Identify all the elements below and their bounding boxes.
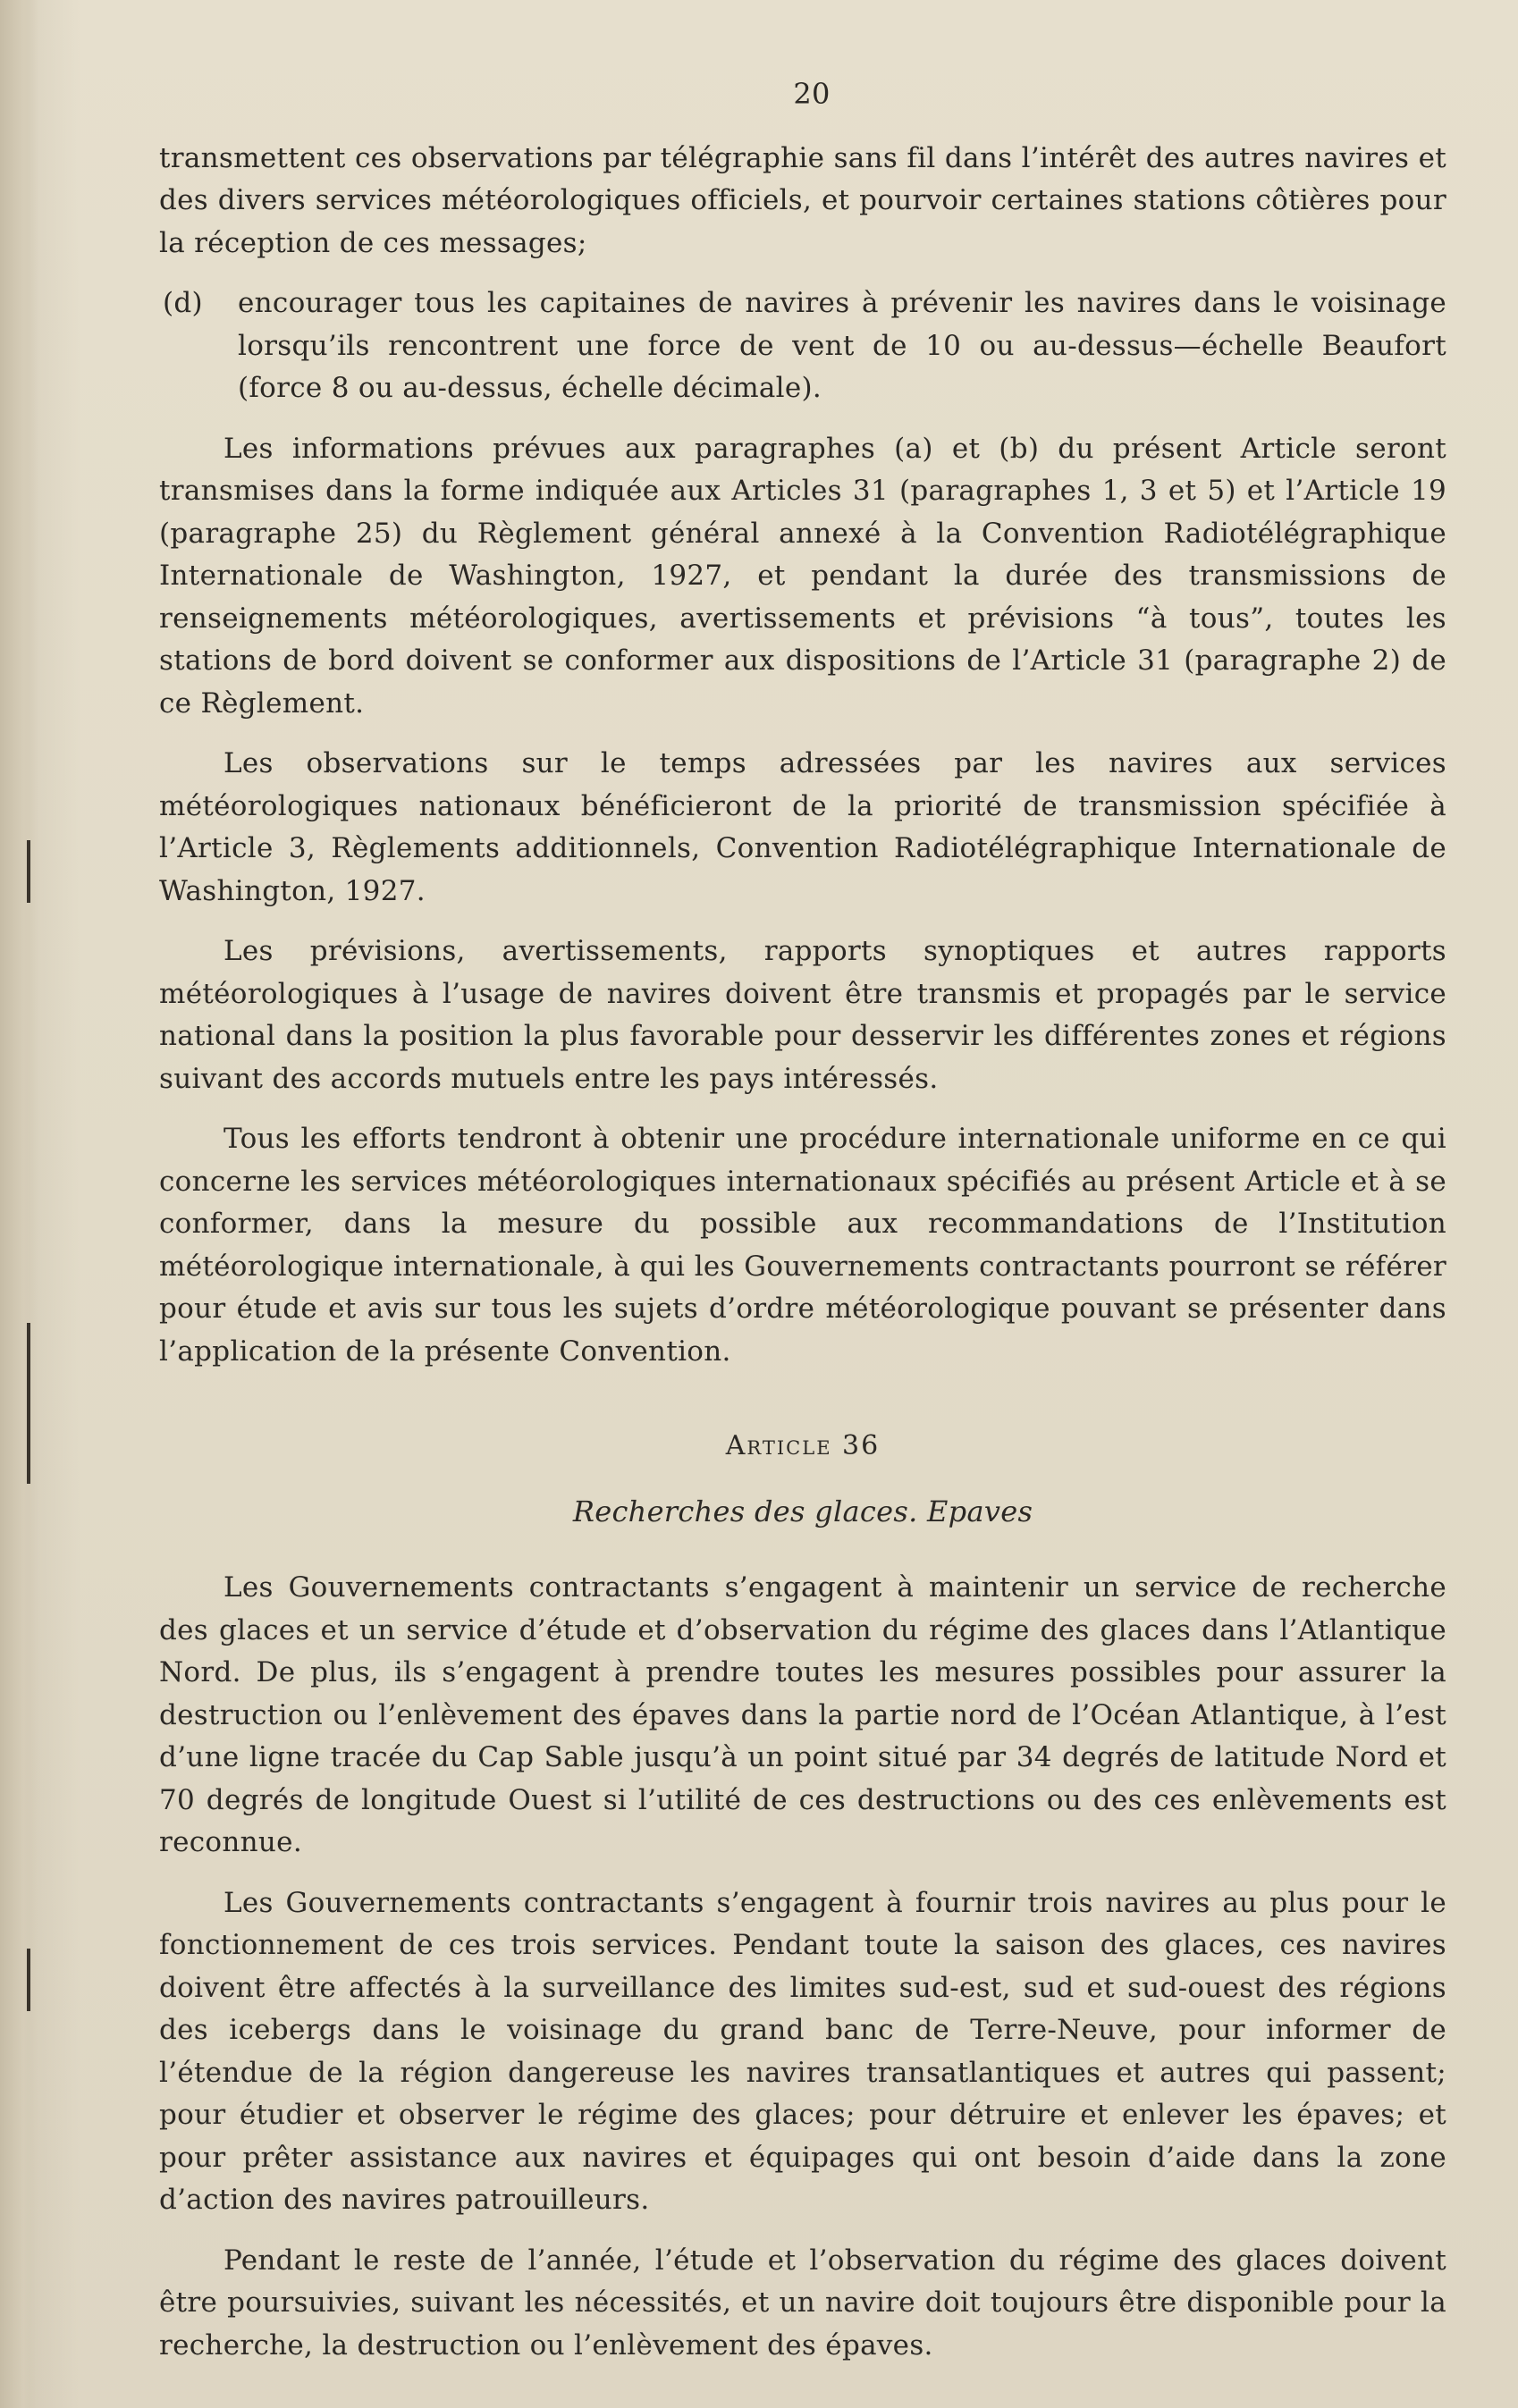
paragraph: Les Gouvernements contractants s’engagent à maintenir un service de recherche des glaces et un service d’étude et d’observation du régime des glaces dans l’Atlantique Nord. De plus, ils s’engagent à prendre toutes les mesures possibles pour assurer la destruction ou l’enlèvement des épaves dans la partie nord de l’Océan Atlantique, à l’est d’une ligne tracée du Cap Sable jusqu’à un point situé par 34 degrés de latitude Nord et 70 degrés de longitude Ouest si l’utilité de ces destructions ou des ces enlèvements est reconnue.	[159, 1571, 1446, 1858]
list-item-text: encourager tous les capitaines de navires à prévenir les navires dans le voisinage lorsqu’ils rencontrent une force de vent de 10 ou au-dessus—échelle Beaufort (force 8 ou au-dessus, échelle décimale).	[238, 287, 1446, 404]
paragraph: Les Gouvernements contractants s’engagent à fournir trois navires au plus pour le fonctionnement de ces trois services. Pendant toute la saison des glaces, ces navires doivent être affectés à la surveillance des limites sud-est, sud et sud-ouest des régions des icebergs dans le voisinage du grand banc de Terre-Neuve, pour informer de l’étendue de la région dangereuse les navires transatlantiques et autres qui passent; pour étudier et observer le régime des glaces; pour détruire et enlever les épaves; et pour prêter assistance aux navires et équipages qui ont besoin d’aide dans la zone d’action des navires patrouilleurs.	[159, 1886, 1446, 2216]
paragraph: Pendant le reste de l’année, l’étude et l’observation du régime des glaces doivent être poursuivies, suivant les nécessités, et un navire doit toujours être disponible pour la recherche, la destruction ou l’enlèvement des épaves.	[159, 2244, 1446, 2362]
page-number: 20	[793, 77, 831, 111]
paragraph: Les informations prévues aux paragraphes (a) et (b) du présent Article seront transmises dans la forme indiquée aux Articles 31 (paragraphes 1, 3 et 5) et l’Article 19 (paragraphe 25) du Règlement général annexé à la Convention Radiotélégraphique Internationale de Washington, 1927, et pendant la durée des transmissions de renseignements météorologiques, avertissements et prévisions “à tous”, toutes les stations de bord doivent se conformer aux dispositions de l’Article 31 (paragraphe 2) de ce Règlement.	[159, 432, 1446, 720]
list-item-d	[159, 282, 1446, 410]
spine-mark	[27, 1323, 30, 1484]
page-text	[159, 54, 1446, 2385]
paragraph: Tous les efforts tendront à obtenir une procédure internationale uniforme en ce qui concerne les services météorologiques internationaux spécifiés au présent Article et à se conformer, dans la mesure du possible aux recommandations de l’Institution météorologique internationale, à qui les Gouvernements contractants pourront se référer pour étude et avis sur tous les sujets d’ordre météorologique pouvant se présenter dans l’application de la présente Convention.	[159, 1123, 1446, 1368]
paragraph: Les prévisions, avertissements, rapports synoptiques et autres rapports météorologiques à l’usage de navires doivent être transmis et propagés par le service national dans la position la plus favorable pour desservir les différentes zones et régions suivant des accords mutuels entre les pays intéressés.	[159, 935, 1446, 1095]
article-heading: Article 36	[725, 1430, 881, 1461]
article-subheading: Recherches des glaces. Epaves	[572, 1494, 1033, 1528]
continuation-paragraph: transmettent ces observations par télégraphie sans fil dans l’intérêt des autres navires et des divers services météorologiques officiels, et pourvoir certaines stations côtières pour la réception de ces messages;	[159, 141, 1446, 259]
list-marker: (d)	[163, 287, 203, 319]
book-spine-shadow	[0, 0, 39, 2408]
spine-mark	[27, 840, 30, 903]
paragraph: Les observations sur le temps adressées par les navires aux services météorologiques nationaux bénéficieront de la priorité de transmission spécifiée à l’Article 3, Règlements additionnels, Convention Radiotélégraphique Internationale de Washington, 1927.	[159, 747, 1446, 907]
spine-mark	[27, 1949, 30, 2011]
